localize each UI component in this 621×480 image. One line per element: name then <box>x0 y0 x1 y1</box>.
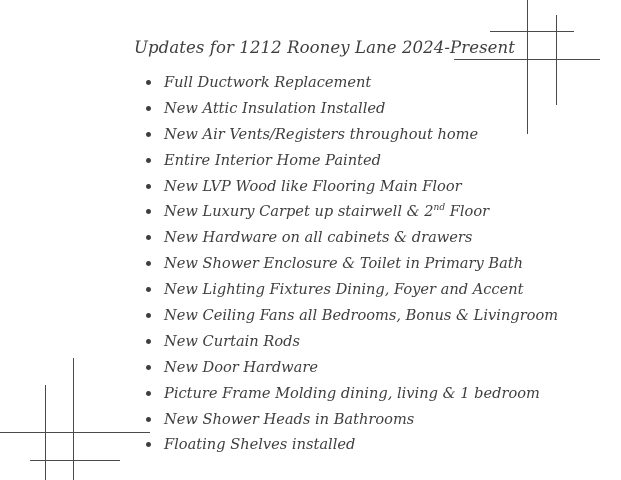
list-item-text: New Curtain Rods <box>164 332 300 350</box>
list-item-text: New Air Vents/Registers throughout home <box>164 125 479 143</box>
bullet-icon <box>146 417 151 422</box>
bullet-icon <box>146 313 151 318</box>
bullet-icon <box>146 442 151 447</box>
decor-line <box>45 385 46 480</box>
bullet-icon <box>146 209 151 214</box>
list-item-text: New Attic Insulation Installed <box>164 99 386 117</box>
decor-line <box>556 15 557 105</box>
bullet-icon <box>146 184 151 189</box>
list-item-text: Entire Interior Home Painted <box>164 151 381 169</box>
decor-line <box>73 358 74 480</box>
list-item-text: New Shower Enclosure & Toilet in Primary Bath <box>164 255 524 273</box>
list-item-text: New Shower Heads in Bathrooms <box>164 410 415 428</box>
decor-line <box>30 460 120 461</box>
decor-line <box>527 0 528 134</box>
bullet-icon <box>146 235 151 240</box>
bullet-icon <box>146 391 151 396</box>
bullet-icon <box>146 365 151 370</box>
list-item-text: Full Ductwork Replacement <box>164 74 372 91</box>
list-item-text: New Lighting Fixtures Dining, Foyer and Accent <box>164 281 524 299</box>
bullet-icon <box>146 80 151 85</box>
list-item-text: Floating Shelves installed <box>164 436 356 454</box>
list-item-text: New Ceiling Fans all Bedrooms, Bonus & Livingroom <box>164 307 559 325</box>
bullet-icon <box>146 158 151 163</box>
bullet-icon <box>146 261 151 266</box>
list-item-text: New Luxury Carpet up stairwell & 2nd Floor <box>164 203 490 221</box>
decor-line <box>490 31 574 32</box>
bullet-icon <box>146 132 151 137</box>
page-title: Updates for 1212 Rooney Lane 2024-Present <box>134 38 515 57</box>
decor-line <box>0 432 150 433</box>
superscript: nd <box>433 203 446 214</box>
bullet-icon <box>146 106 151 111</box>
list-item-text: New Hardware on all cabinets & drawers <box>164 229 473 247</box>
list-item-text: New LVP Wood like Flooring Main Floor <box>164 177 462 195</box>
list-item-text: New Door Hardware <box>164 358 318 376</box>
bullet-icon <box>146 339 151 344</box>
bullet-icon <box>146 287 151 292</box>
list-item-text: Picture Frame Molding dining, living & 1 bedroom <box>164 384 540 402</box>
